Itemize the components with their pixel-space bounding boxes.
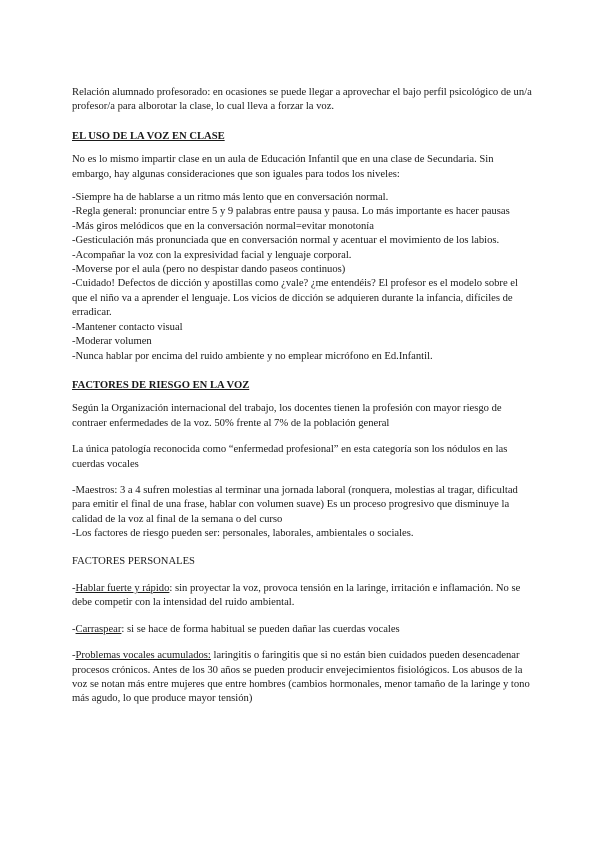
list-item: -Siempre ha de hablarse a un ritmo más lento que en conversación normal. [72, 192, 389, 204]
factor-dash: - [72, 582, 76, 594]
section-heading-factores-riesgo: FACTORES DE RIESGO EN LA VOZ [72, 379, 250, 391]
list-item: -Regla general: pronunciar entre 5 y 9 palabras entre pausa y pausa. Lo más importante es hacer pausas [72, 206, 510, 218]
factor-text: : sin proyectar la voz, provoca tensión en la laringe, irritación e inflamación. No se debe competir con la intensidad del ruido ambiental. [72, 582, 521, 609]
factor-item-hablar-fuerte [72, 582, 532, 611]
section-uso-voz-intro: No es lo mismo impartir clase en un aula de Educación Infantil que en una clase de Secundaria. Sin embargo, hay algunas consideraciones que son iguales para todos los niveles: [72, 154, 494, 180]
maestros-paragraph: -Maestros: 3 a 4 sufren molestias al terminar una jornada laboral (ronquera, molestias al tragar, dificultad para emitir el final de una frase, hablar con volumen suave) Es un proceso progresivo que disminuye la calidad de la voz al final de la semana o del curso [72, 484, 518, 525]
factor-text: laringitis o faringitis que si no están bien cuidados pueden desencadenar procesos crónicos. Antes de los 30 años se pueden producir envejecimientos fisiológicos. Los abusos de la voz se notan más entre mujeres que entre hombres (cambios hormonales, menor tamaño de la laringe y tono más agudo, lo que produce mayor tensión) [72, 650, 530, 705]
factor-dash: - [72, 623, 76, 635]
factor-term: Carraspear [75, 623, 122, 635]
list-item: -Moverse por el aula (pero no despistar dando paseos continuos) [72, 264, 346, 276]
list-item: -Gesticulación más pronunciada que en conversación normal y acentuar el movimiento de los labios. [72, 235, 500, 247]
list-item: -Más giros melódicos que en la conversación normal=evitar monotonía [72, 220, 374, 232]
list-item: -Cuidado! Defectos de dicción y apostillas como ¿vale? ¿me entendéis? El profesor es el modelo sobre el que el niño va a aprender el lenguaje. Los vicios de dicción se adquieren durante la infancia, difíciles de erradicar. [72, 278, 518, 319]
intro-paragraph: Relación alumnado profesorado: en ocasiones se puede llegar a aprovechar el bajo perfil psicológico de un/a profesor/a para alborotar la clase, lo cual lleva a forzar la voz. [72, 87, 532, 113]
oit-paragraph: Según la Organización internacional del trabajo, los docentes tienen la profesión con mayor riesgo de contraer enfermedades de la voz. 50% frente al 7% de la población general [72, 403, 502, 429]
factor-item-carraspear [72, 623, 532, 637]
factores-paragraph: -Los factores de riesgo pueden ser: personales, laborales, ambientales o sociales. [72, 528, 414, 540]
factor-item-problemas-vocales [72, 649, 532, 707]
patologia-paragraph: La única patología reconocida como “enfermedad profesional” en esta categoría son los nódulos en las cuerdas vocales [72, 444, 508, 470]
factor-dash: - [72, 650, 76, 662]
factor-text: : si se hace de forma habitual se pueden dañar las cuerdas vocales [121, 623, 400, 635]
factor-term: Problemas vocales acumulados: [75, 650, 211, 662]
list-item: -Mantener contacto visual [72, 321, 183, 333]
list-item: -Acompañar la voz con la expresividad facial y lenguaje corporal. [72, 249, 352, 261]
section-heading-factores-personales: FACTORES PERSONALES [72, 555, 195, 567]
list-item: -Nunca hablar por encima del ruido ambiente y no emplear micrófono en Ed.Infantil. [72, 350, 433, 362]
list-item: -Moderar volumen [72, 336, 152, 348]
document-page [72, 86, 532, 707]
section-heading-uso-voz: EL USO DE LA VOZ EN CLASE [72, 130, 225, 142]
recommendations-list [72, 191, 532, 364]
factor-term: Hablar fuerte y rápido [75, 582, 170, 594]
